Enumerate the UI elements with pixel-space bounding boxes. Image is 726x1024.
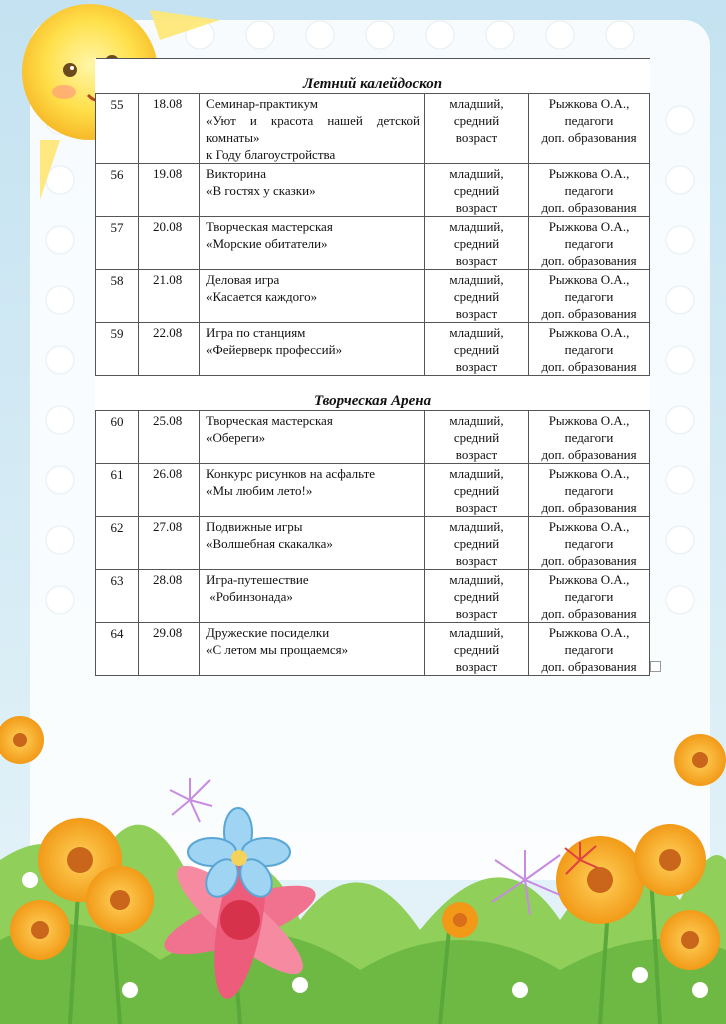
row-age: младший, средний возраст [425,164,529,217]
row-number: 62 [96,517,139,570]
row-number: 64 [96,623,139,676]
row-staff: Рыжкова О.А., педагоги доп. образования [529,94,650,164]
row-number: 57 [96,217,139,270]
row-event: Семинар-практикум «Уют и красота нашей детской комнаты» к Году благоустройства [200,94,425,164]
row-date: 25.08 [139,411,200,464]
table-row [96,323,650,376]
table-row [96,94,650,164]
table-row [96,517,650,570]
row-staff: Рыжкова О.А., педагоги доп. образования [529,164,650,217]
row-date: 26.08 [139,464,200,517]
row-date: 28.08 [139,570,200,623]
row-date: 18.08 [139,94,200,164]
row-event: Подвижные игры «Волшебная скакалка» [200,517,425,570]
row-event: Игра по станциям «Фейерверк профессий» [200,323,425,376]
row-date: 27.08 [139,517,200,570]
schedule-sheet [95,58,649,676]
row-event: Игра-путешествие «Робинзонада» [200,570,425,623]
row-age: младший, средний возраст [425,570,529,623]
row-staff: Рыжкова О.А., педагоги доп. образования [529,411,650,464]
row-staff: Рыжкова О.А., педагоги доп. образования [529,270,650,323]
row-event: Дружеские посиделки «С летом мы прощаемся» [200,623,425,676]
row-age: младший, средний возраст [425,464,529,517]
row-staff: Рыжкова О.А., педагоги доп. образования [529,517,650,570]
row-event: Творческая мастерская «Обереги» [200,411,425,464]
row-number: 63 [96,570,139,623]
table-row [96,217,650,270]
section-header [96,59,650,94]
row-staff: Рыжкова О.А., педагоги доп. образования [529,570,650,623]
row-age: младший, средний возраст [425,217,529,270]
row-age: младший, средний возраст [425,270,529,323]
row-event: Конкурс рисунков на асфальте «Мы любим лето!» [200,464,425,517]
table-row [96,411,650,464]
row-number: 58 [96,270,139,323]
row-date: 20.08 [139,217,200,270]
table-row [96,464,650,517]
section-title: Летний калейдоскоп [302,76,443,92]
row-number: 61 [96,464,139,517]
row-age: младший, средний возраст [425,517,529,570]
row-event: Викторина «В гостях у сказки» [200,164,425,217]
table-row [96,164,650,217]
row-number: 59 [96,323,139,376]
row-date: 22.08 [139,323,200,376]
table-resize-handle[interactable] [650,661,661,672]
row-date: 19.08 [139,164,200,217]
section-title: Творческая Арена [313,393,432,409]
row-age: младший, средний возраст [425,94,529,164]
row-event: Деловая игра «Касается каждого» [200,270,425,323]
row-staff: Рыжкова О.А., педагоги доп. образования [529,623,650,676]
row-date: 29.08 [139,623,200,676]
row-staff: Рыжкова О.А., педагоги доп. образования [529,464,650,517]
row-staff: Рыжкова О.А., педагоги доп. образования [529,323,650,376]
section-header [96,376,650,411]
row-number: 55 [96,94,139,164]
row-staff: Рыжкова О.А., педагоги доп. образования [529,217,650,270]
row-age: младший, средний возраст [425,623,529,676]
schedule-table [95,58,650,676]
row-date: 21.08 [139,270,200,323]
row-age: младший, средний возраст [425,411,529,464]
table-row [96,270,650,323]
table-row [96,570,650,623]
row-age: младший, средний возраст [425,323,529,376]
row-event: Творческая мастерская «Морские обитатели» [200,217,425,270]
row-number: 56 [96,164,139,217]
row-number: 60 [96,411,139,464]
table-row [96,623,650,676]
